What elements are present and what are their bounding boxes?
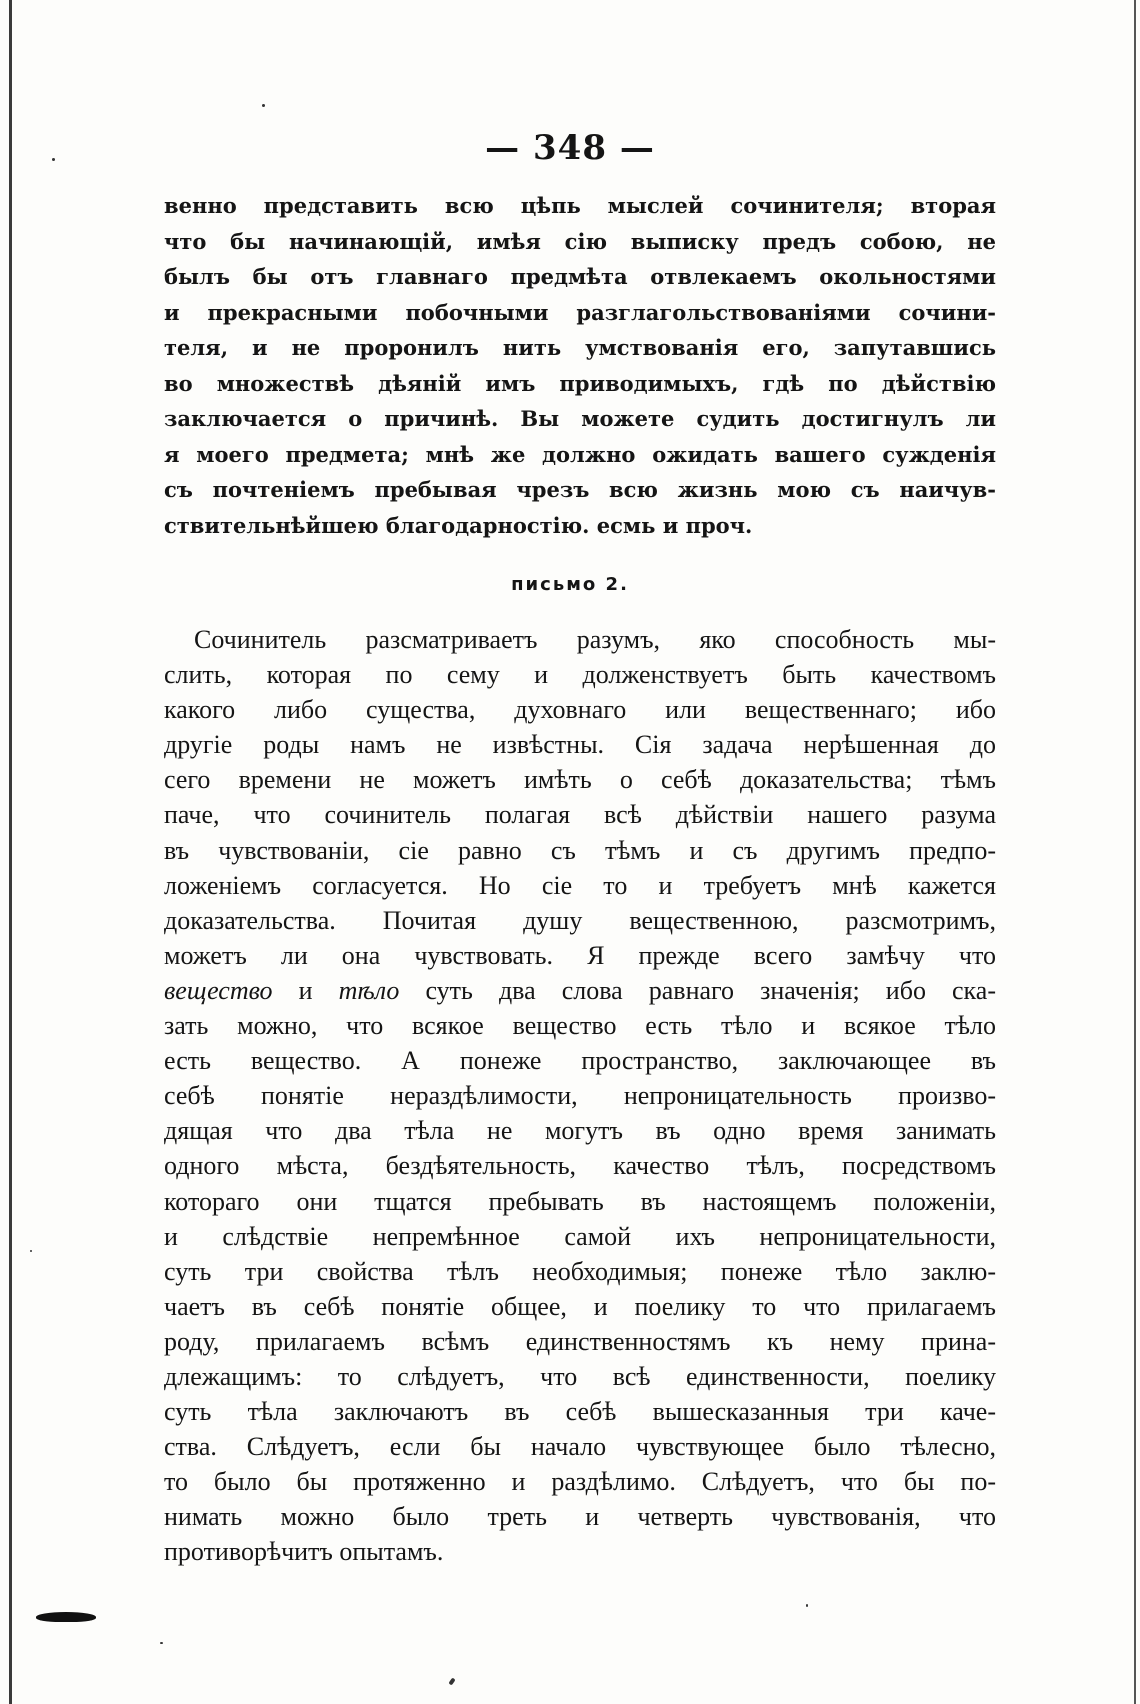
text-line: можетъ ли она чувствовать. Я прежде всего замѣчу что (164, 940, 996, 970)
text-line: и прекрасными побочными разглагольствованіями сочини- (164, 299, 996, 325)
text-line: сего времени не можетъ имѣть о себѣ доказательства; тѣмъ (164, 765, 996, 795)
text-line: что бы начинающій, имѣя сію выписку предъ собою, не (164, 228, 996, 254)
italic-term: тѣло (338, 975, 400, 1005)
text-line: и слѣдствіе непремѣнное самой ихъ непроницательности, (164, 1221, 996, 1251)
text-line: былъ бы отъ главнаго предмѣта отвлекаемъ окольностями (164, 264, 996, 289)
scan-speck (806, 1604, 808, 1607)
text-line: противорѣчитъ опытамъ. (164, 1537, 444, 1567)
text-line: въ чувствованіи, сіе равно съ тѣмъ и съ другимъ предпо- (164, 835, 996, 865)
text-line: длежащимъ: то слѣдуетъ, что всѣ единственности, поелику (164, 1361, 996, 1391)
text-line: роду, прилагаемъ всѣмъ единственностямъ къ нему прина- (164, 1326, 996, 1356)
text-line: теля, и не проронилъ нить умствованія его, запутавшись (164, 335, 996, 360)
text-line: себѣ понятіе нераздѣлимости, непроницательность произво- (164, 1081, 996, 1111)
scan-speck (30, 1250, 32, 1252)
text-line: какого либо существа, духовнаго или вещественнаго; ибо (164, 695, 996, 725)
text-line: Сочинитель разсматриваетъ разумъ, яко способность мы- (194, 625, 996, 654)
text-line: паче, что сочинитель полагая всѣ дѣйствіи нашего разума (164, 800, 996, 830)
text-line: ства. Слѣдуетъ, если бы начало чувствующее было тѣлесно, (164, 1432, 996, 1462)
text-line-mixed (164, 973, 996, 1008)
text-line: зать можно, что всякое вещество есть тѣло и всякое тѣло (164, 1011, 996, 1041)
page-number: — 348 — (485, 128, 655, 168)
scan-speck (160, 1642, 163, 1644)
letter-body (164, 622, 996, 1570)
text-line: одного мѣста, бездѣятельность, качество тѣлъ, посредствомъ (164, 1151, 996, 1181)
text-line: суть тѣла заключаютъ въ себѣ вышесказанныя три каче- (164, 1397, 996, 1427)
text-line: чаетъ въ себѣ понятіе общее, и поелику то что прилагаемъ (164, 1291, 996, 1321)
text-line: венно представить всю цѣпь мыслей сочинителя; вторая (164, 193, 996, 218)
text-line: я моего предмета; мнѣ же должно ожидать вашего сужденія (164, 441, 996, 467)
letter-heading: письмо 2. (511, 574, 629, 595)
text-line: нимать можно было треть и четверть чувствованія, что (164, 1502, 996, 1532)
scan-speck (448, 1677, 455, 1685)
scan-right-edge (1134, 0, 1136, 1704)
text-line: ствительнѣйшею благодарностію. есмь и проч. (164, 512, 753, 538)
paragraph-continuation (164, 188, 996, 543)
text-line: съ почтеніемъ пребывая чрезъ всю жизнь мою съ наичув- (164, 477, 996, 502)
text-line: другіе роды намъ не извѣстны. Сія задача нерѣшенная до (164, 730, 996, 760)
text-line: слить, которая по сему и долженствуетъ быть качествомъ (164, 660, 996, 690)
text-fragment: и (272, 975, 339, 1005)
text-line: то было бы протяженно и раздѣлимо. Слѣдуетъ, что бы по- (164, 1467, 996, 1497)
text-line: ложеніемъ согласуется. Но сіе то и требуетъ мнѣ кажется (164, 870, 996, 900)
text-line: котораго они тщатся пребывать въ настоящемъ положеніи, (164, 1186, 996, 1216)
text-line: дящая что два тѣла не могутъ въ одно время занимать (164, 1116, 996, 1146)
text-line: доказательства. Почитая душу вещественною, разсмотримъ, (164, 905, 996, 935)
text-fragment: суть два слова равнаго значенія; ибо ска- (399, 975, 996, 1005)
scan-smudge (36, 1612, 96, 1622)
text-line: во множествѣ дѣяній имъ приводимыхъ, гдѣ по дѣйствію (164, 370, 996, 396)
text-line: есть вещество. А понеже пространство, заключающее въ (164, 1046, 996, 1076)
text-line: суть три свойства тѣлъ необходимыя; понеже тѣло заклю- (164, 1256, 996, 1286)
italic-term: вещество (164, 975, 273, 1005)
text-line: заключается о причинѣ. Вы можете судить достигнулъ ли (164, 406, 996, 431)
scan-left-edge (9, 0, 12, 1704)
scan-speck (262, 104, 265, 107)
scan-speck (52, 158, 55, 161)
